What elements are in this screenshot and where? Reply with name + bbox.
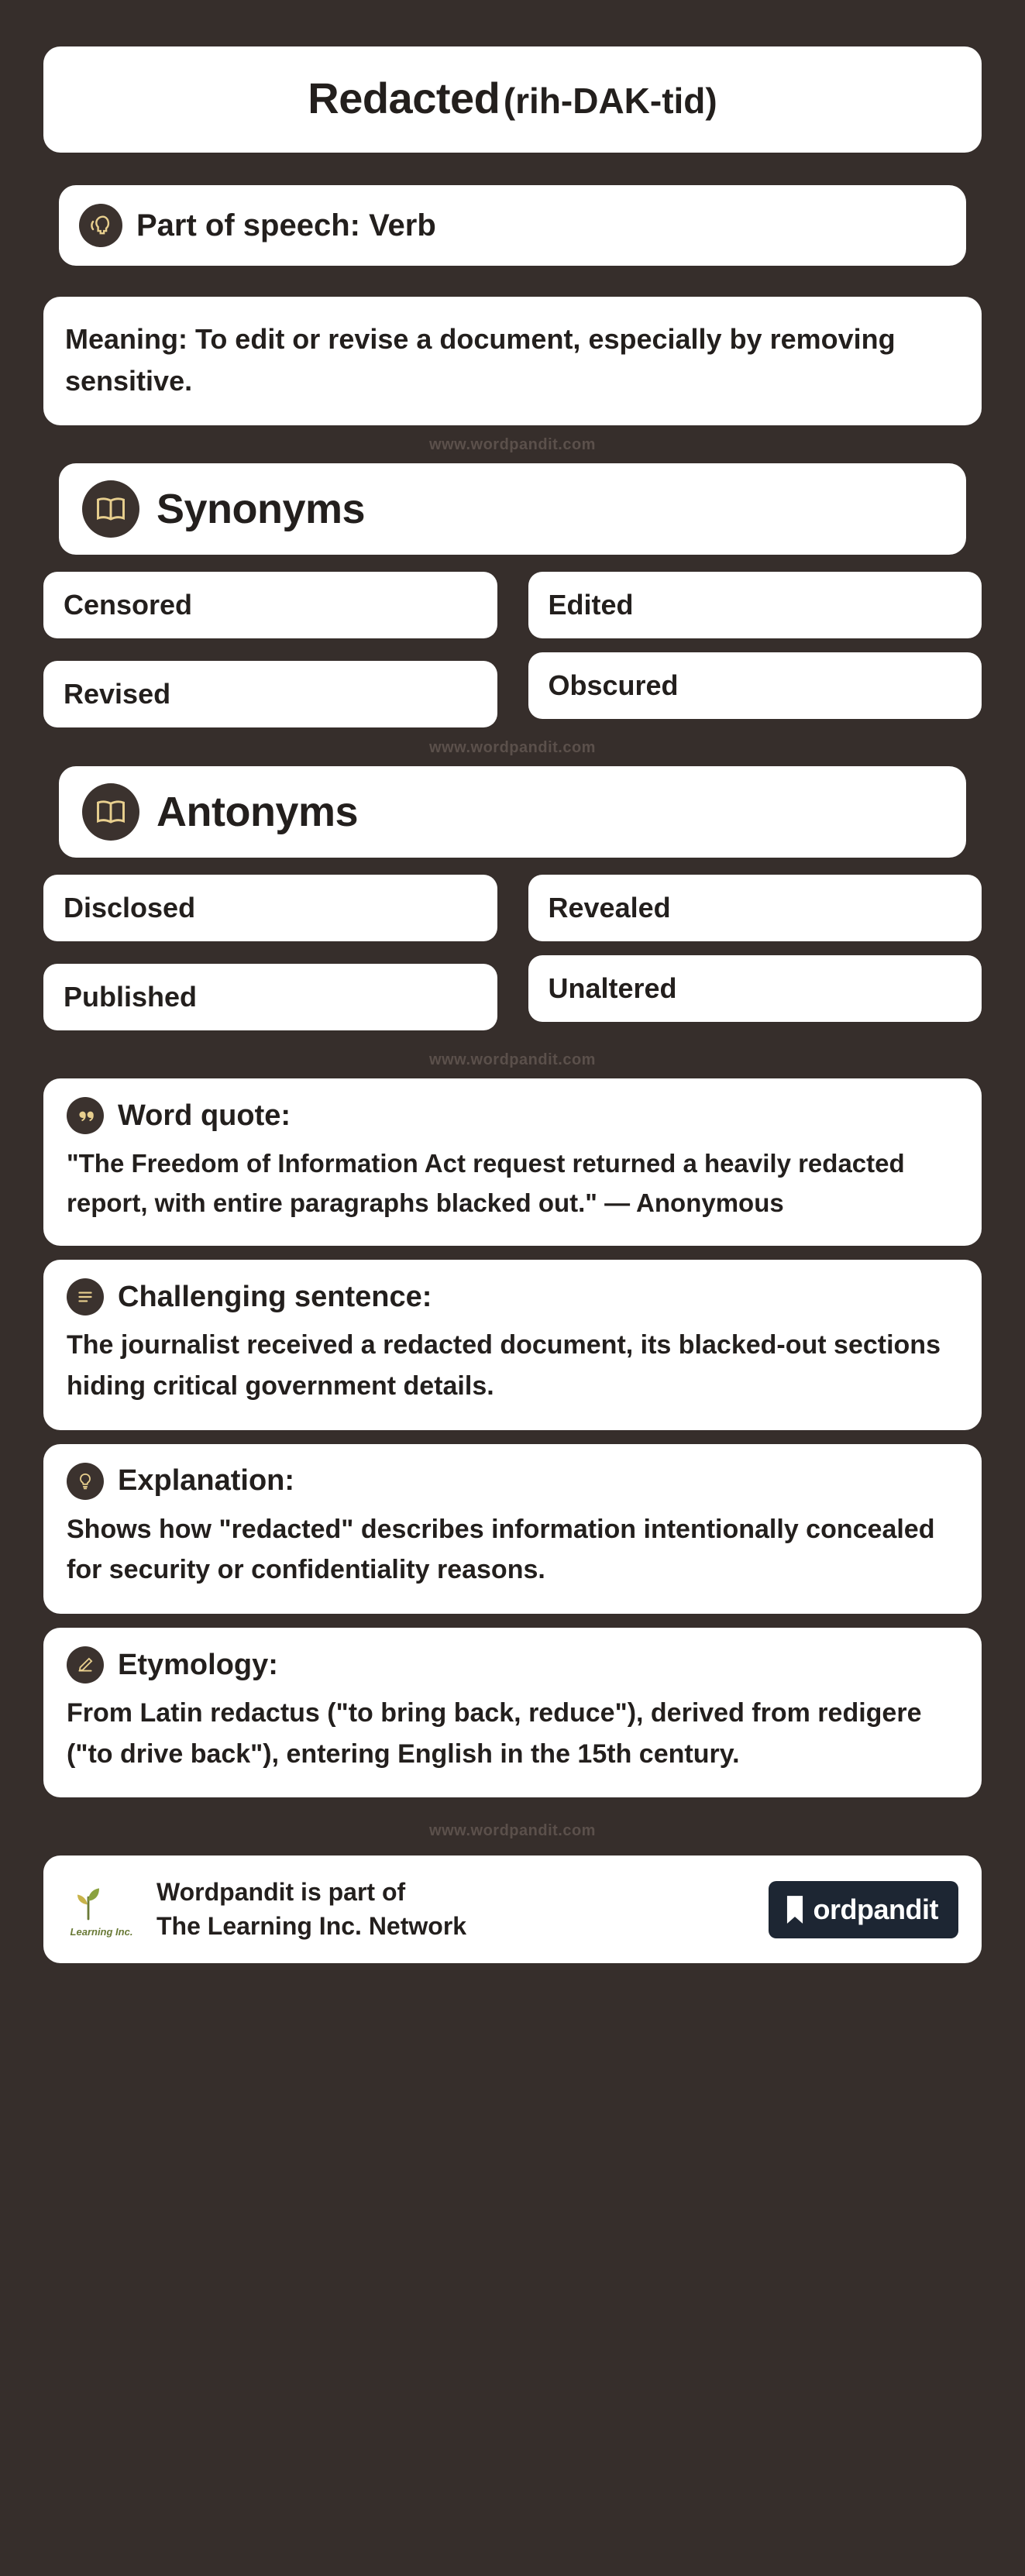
challenging-sentence-heading: Challenging sentence:	[118, 1280, 432, 1313]
synonym-item: Revised	[43, 661, 497, 727]
word-quote-heading: Word quote:	[118, 1099, 291, 1132]
pronunciation: (rih-DAK-tid)	[503, 81, 717, 121]
etymology-heading: Etymology:	[118, 1648, 278, 1681]
etymology-text: From Latin redactus ("to bring back, reduce"), derived from redigere ("to drive back"), entering English in the 15th century.	[67, 1698, 922, 1769]
explanation-card	[43, 1444, 982, 1614]
challenging-sentence-header	[67, 1278, 958, 1316]
explanation-header	[67, 1463, 958, 1500]
antonym-item: Revealed	[528, 875, 982, 941]
writing-hand-icon	[67, 1646, 104, 1684]
synonym-item: Censored	[43, 572, 497, 638]
watermark-1: www.wordpandit.com	[429, 436, 596, 453]
open-book-icon	[82, 480, 139, 538]
footer-card	[43, 1855, 982, 1962]
meaning-card	[43, 297, 982, 425]
synonym-item: Obscured	[528, 652, 982, 719]
lines-icon	[67, 1278, 104, 1316]
antonym-item: Published	[43, 964, 497, 1030]
synonyms-title: Synonyms	[157, 486, 366, 532]
explanation-heading: Explanation:	[118, 1464, 295, 1498]
quote-icon	[67, 1097, 104, 1134]
part-of-speech-card	[59, 185, 966, 266]
watermark-3: www.wordpandit.com	[429, 1051, 596, 1068]
bookmark-icon	[784, 1895, 806, 1924]
lightbulb-icon	[67, 1463, 104, 1500]
word-quote-header	[67, 1097, 958, 1134]
watermark-4: www.wordpandit.com	[429, 1822, 596, 1840]
footer-line-1: Wordpandit is part of	[157, 1878, 406, 1907]
page-title: Redacted	[308, 74, 500, 122]
synonym-item: Edited	[528, 572, 982, 638]
antonyms-title: Antonyms	[157, 789, 359, 835]
challenging-sentence-text: The journalist received a redacted document, its blacked-out sections hiding critical government details.	[67, 1330, 941, 1401]
word-title-card	[43, 46, 982, 153]
explanation-text: Shows how "redacted" describes information intentionally concealed for security or confidentiality reasons.	[67, 1514, 935, 1585]
synonyms-header	[59, 463, 966, 555]
open-book-icon	[82, 783, 139, 841]
word-quote-card	[43, 1078, 982, 1246]
footer-text	[157, 1876, 748, 1942]
watermark-2: www.wordpandit.com	[429, 739, 596, 756]
footer-line-2: The Learning Inc. Network	[157, 1911, 467, 1940]
speaking-head-icon	[79, 204, 122, 247]
learning-inc-logo	[67, 1881, 136, 1938]
antonyms-grid	[43, 875, 982, 1022]
antonyms-header	[59, 766, 966, 858]
etymology-header	[67, 1646, 958, 1684]
synonyms-grid	[43, 572, 982, 719]
part-of-speech-label: Part of speech: Verb	[136, 208, 436, 242]
meaning-text: Meaning: To edit or revise a document, especially by removing sensitive.	[65, 323, 896, 397]
etymology-card	[43, 1628, 982, 1797]
antonym-item: Unaltered	[528, 955, 982, 1022]
antonym-item: Disclosed	[43, 875, 497, 941]
challenging-sentence-card	[43, 1260, 982, 1429]
wordpandit-brand-badge[interactable]	[769, 1881, 958, 1938]
word-quote-text: "The Freedom of Information Act request returned a heavily redacted report, with entire paragraphs blacked out." — Anonymous	[67, 1149, 905, 1218]
brand-name: ordpandit	[813, 1893, 938, 1925]
learning-inc-label: Learning Inc.	[70, 1926, 133, 1938]
